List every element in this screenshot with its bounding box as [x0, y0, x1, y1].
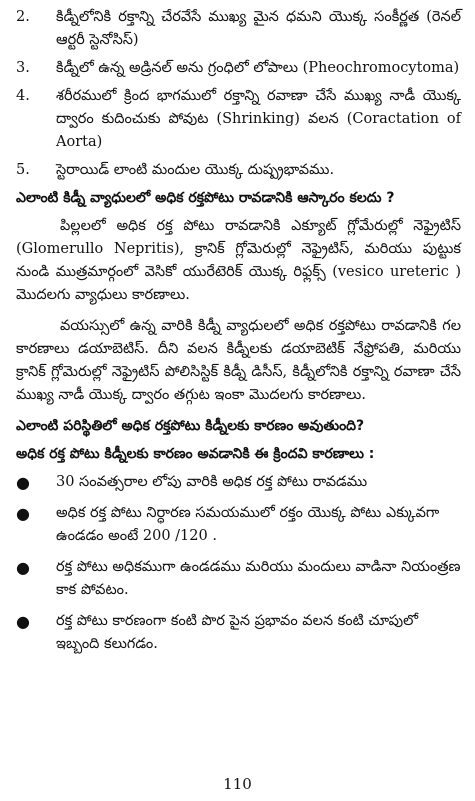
paragraph-children: పిల్లలలో అధిక రక్త పోటు రావడానికి ఎక్యూట్ గ్లోమేరుల్లో నెఫ్రైటిస్ (Glomerullo Nepritis), క్రానిక్ గ్లోమెరుల్లో నెఫ్రైటిస్, మరియు పుట్టుక నుండి ముత్రమార్గంలో వెసికో యురేటెరిక్ యొక్క రిఫ్లక్స్ (vesico ureteric ) మొదలగు వ్యాధులు కారణాలు. [16, 218, 461, 303]
bullet-text: అధిక రక్త పోటు నిర్ధారణ సమయములో రక్తం యొక్క పోటు ఎక్కువగా ఉండడం అంటే 200 /120 . [56, 505, 440, 544]
section-heading-kidney-diseases: ఎలాంటి కిడ్నీ వ్యాధులలో అధిక రక్తపోటు రావడానికి ఆస్కారం కలదు ? [16, 190, 395, 206]
bullet-text: 30 సంవత్సరాల లోపు వారికి అధిక రక్త పోటు రావడము [56, 474, 368, 490]
item-text: శరీరములో క్రింద భాగములో రక్తాన్ని రవాణా చేసే ముఖ్య నాడీ యొక్క ద్వారం కుదించుకు పోవుట (Shrinking) వలన (Coractation of Aorta) [56, 88, 461, 150]
item-number: 2. [16, 9, 30, 25]
bullet-text: రక్త పోటు అధికముగా ఉండడము మరియు మందులు వాడినా నియంత్రణ కాక పోవటం. [56, 559, 461, 598]
item-number: 4. [16, 88, 30, 104]
bullet-item [16, 471, 461, 494]
item-text: కిడ్నీలో ఉన్న అడ్రినల్ అను గ్రంధిలో లోపాలు (Pheochromocytoma) [56, 60, 460, 76]
bullet-dot-icon: ● [16, 558, 30, 577]
paragraph-adults: వయస్సులో ఉన్న వారికి కిడ్నీ వ్యాధులలో అధిక రక్తపోటు రావడానికి గల కారణాలు డయాబెటిస్. దీని వలన కిడ్నీలకు డయాబెటిక్ నేఫ్రోపతి, మరియు క్రానిక్ గ్లోమెరుల్లో నెఫ్రైటిస్ పోలిసిస్టిక్ కిడ్నీ డిసీస్, కిడ్నీలోనికి రక్తాన్ని రవాణా చేసే ముఖ్య నాడీ యొక్క ద్వారం తగ్గుట ఇంకా మొదలగు కారణాలు. [16, 318, 461, 403]
item-text: స్టెరాయిడ్ లాంటి మందుల యొక్క దుష్ప్రభావము. [56, 162, 335, 178]
numbered-item-2 [16, 6, 461, 52]
bullet-dot-icon: ● [16, 473, 30, 492]
bullet-item [16, 556, 461, 602]
section-heading-conditions: ఎలాంటి పరిస్థితిలో అధిక రక్తపోటు కిడ్నీలకు కారణం అవుతుంది? [16, 418, 365, 434]
section-heading-causes: అధిక రక్త పోటు కిడ్నీలకు కారణం అవడానికి ఈ క్రిందవి కారణాలు : [16, 446, 375, 462]
item-number: 5. [16, 162, 30, 178]
item-number: 3. [16, 60, 30, 76]
bullet-text: రక్త పోటు కారణంగా కంటి పొర పైన ప్రభావం వలన కంటి చూపులో ఇబ్బంది కలుగడం. [56, 613, 419, 652]
item-text: కిడ్నీలోనికి రక్తాన్ని చేరవేసే ముఖ్య మైన ధమని యొక్క సంకీర్ణత (రెనల్ ఆర్టరీ స్టెనోసిస్) [56, 9, 461, 48]
bullet-item [16, 610, 461, 656]
bullet-dot-icon: ● [16, 612, 30, 631]
numbered-item-4 [16, 85, 461, 154]
numbered-item-3 [16, 57, 461, 80]
bullet-dot-icon: ● [16, 504, 30, 523]
bullet-item [16, 502, 461, 548]
numbered-item-5 [16, 159, 461, 182]
page-number: 110 [223, 775, 252, 793]
